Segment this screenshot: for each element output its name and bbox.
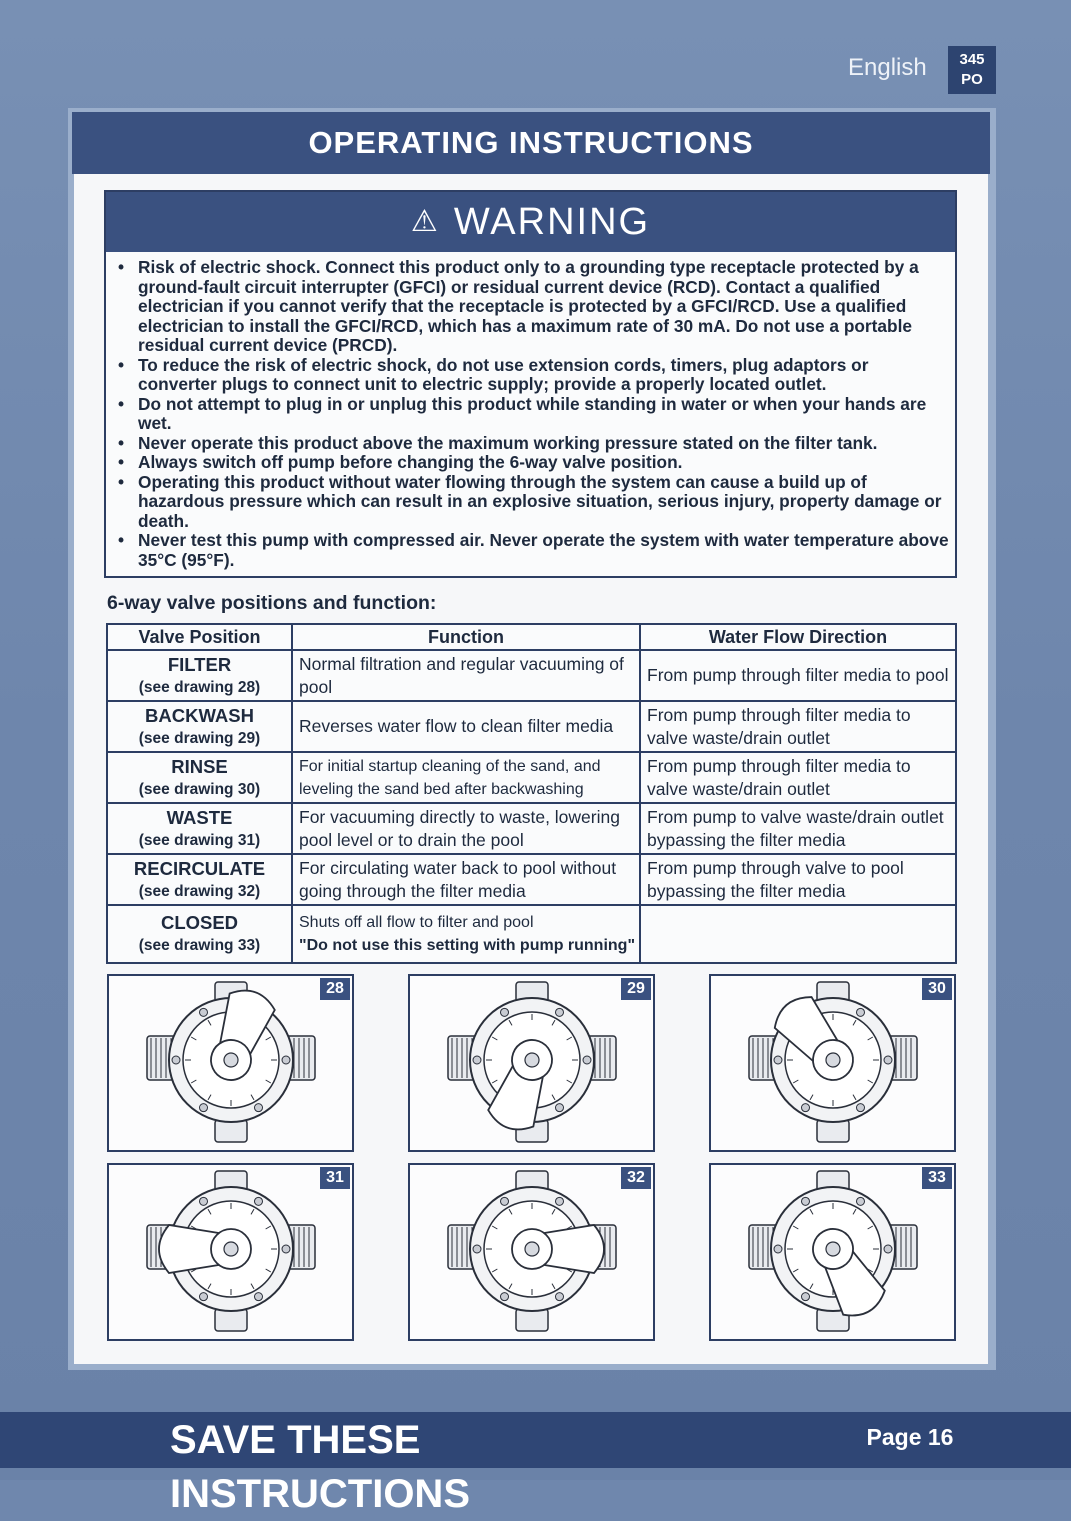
- function-line: Shuts off all flow to filter and pool: [299, 914, 534, 931]
- function-cell: Normal filtration and regular vacuuming of pool: [292, 650, 640, 701]
- port-bottom: [215, 1309, 247, 1331]
- valve-handle: [159, 1225, 251, 1273]
- header-valve-position: Valve Position: [107, 624, 292, 650]
- valve-illustration: [410, 1165, 653, 1339]
- handle-cap: [224, 1242, 238, 1256]
- valve-illustration: [109, 976, 352, 1150]
- valve-bolt: [200, 1008, 208, 1016]
- language-label: English: [848, 54, 927, 81]
- warning-item: • Do not attempt to plug in or unplug this product while standing in water or when your hands are wet.: [118, 395, 949, 434]
- code-bottom: PO: [961, 71, 983, 88]
- valve-drawing: [709, 1163, 956, 1341]
- valve-bolt: [172, 1056, 180, 1064]
- function-cell: Reverses water flow to clean filter media: [292, 701, 640, 752]
- port-bottom: [215, 1120, 247, 1142]
- position-name: WASTE: [166, 806, 233, 828]
- position-cell: [107, 905, 292, 963]
- valve-bolt: [501, 1008, 509, 1016]
- page-number: Page 16: [866, 1424, 954, 1450]
- handle-cap: [525, 1242, 539, 1256]
- valve-illustration: [711, 1165, 954, 1339]
- valve-bolt: [255, 1104, 263, 1112]
- position-name: RINSE: [171, 755, 228, 777]
- drawing-ref: (see drawing 29): [138, 729, 261, 747]
- valve-bolt: [556, 1104, 564, 1112]
- valve-section-heading: 6-way valve positions and function:: [107, 592, 437, 614]
- valve-drawing: [107, 1163, 354, 1341]
- drawing-number: 31: [320, 1167, 350, 1189]
- page-title: OPERATING INSTRUCTIONS: [72, 112, 990, 174]
- drawing-ref: (see drawing 30): [138, 780, 261, 798]
- valve-bolt: [556, 1008, 564, 1016]
- table-row: [107, 701, 956, 752]
- valve-bolt: [501, 1293, 509, 1301]
- warning-item: • Always switch off pump before changing the 6-way valve position.: [118, 453, 949, 473]
- drawing-number: 29: [621, 978, 651, 1000]
- drawing-number: 33: [922, 1167, 952, 1189]
- function-cell: For circulating water back to pool without going through the filter media: [292, 854, 640, 905]
- valve-illustration: [410, 976, 653, 1150]
- drawing-number: 28: [320, 978, 350, 1000]
- warning-item: • Never test this pump with compressed air. Never operate the system with water temperature above 35°C (95°F).: [118, 531, 949, 570]
- valve-bolt: [200, 1197, 208, 1205]
- position-cell: [107, 752, 292, 803]
- valve-bolt: [282, 1245, 290, 1253]
- table-row: [107, 803, 956, 854]
- position-name: FILTER: [167, 653, 232, 675]
- table-row: [107, 752, 956, 803]
- valve-bolt: [774, 1245, 782, 1253]
- flow-cell: From pump to valve waste/drain outlet bypassing the filter media: [640, 803, 956, 854]
- valve-bolt: [884, 1056, 892, 1064]
- table-row: [107, 905, 956, 963]
- position-cell: [107, 650, 292, 701]
- valve-bolt: [473, 1245, 481, 1253]
- flow-cell: [640, 905, 956, 963]
- warning-triangle-icon: ⚠: [410, 205, 440, 238]
- valve-handle: [512, 1225, 604, 1273]
- valve-bolt: [200, 1293, 208, 1301]
- warning-item: • To reduce the risk of electric shock, do not use extension cords, timers, plug adaptors or converter plugs to connect unit to electric supply; provide a properly located outlet.: [118, 356, 949, 395]
- position-name: BACKWASH: [145, 704, 254, 726]
- valve-bolt: [802, 1197, 810, 1205]
- header-water-flow: Water Flow Direction: [640, 624, 956, 650]
- port-bottom: [516, 1309, 548, 1331]
- valve-drawing: [408, 1163, 655, 1341]
- code-top: 345: [959, 51, 985, 68]
- valve-bolt: [857, 1104, 865, 1112]
- drawing-ref: (see drawing 32): [138, 882, 261, 900]
- valve-bolt: [282, 1056, 290, 1064]
- valve-bolt: [556, 1197, 564, 1205]
- valve-drawing: [107, 974, 354, 1152]
- position-cell: [107, 803, 292, 854]
- warning-list: [106, 252, 955, 570]
- warning-item: • Operating this product without water flowing through the system can cause a build up of hazardous pressure which can result in an explosive situation, serious injury, property damage or death.: [118, 473, 949, 532]
- valve-bolt: [857, 1197, 865, 1205]
- valve-table: [106, 623, 957, 964]
- function-note: "Do not use this setting with pump running": [299, 937, 636, 954]
- function-cell: For initial startup cleaning of the sand, and leveling the sand bed after backwashing: [292, 752, 640, 803]
- table-row: [107, 854, 956, 905]
- valve-bolt: [857, 1008, 865, 1016]
- position-name: RECIRCULATE: [133, 857, 266, 879]
- drawing-number: 32: [621, 1167, 651, 1189]
- valve-bolt: [255, 1293, 263, 1301]
- position-cell: [107, 701, 292, 752]
- valve-bolt: [583, 1056, 591, 1064]
- position-name: CLOSED: [160, 912, 239, 933]
- drawing-ref: (see drawing 33): [138, 937, 261, 954]
- warning-box: [104, 190, 957, 578]
- table-row: [107, 650, 956, 701]
- valve-bolt: [802, 1293, 810, 1301]
- drawing-ref: (see drawing 28): [138, 678, 261, 696]
- flow-cell: From pump through valve to pool bypassing the filter media: [640, 854, 956, 905]
- valve-illustration: [109, 1165, 352, 1339]
- valve-bolt: [556, 1293, 564, 1301]
- valve-bolt: [501, 1197, 509, 1205]
- flow-cell: From pump through filter media to valve waste/drain outlet: [640, 701, 956, 752]
- valve-bolt: [473, 1056, 481, 1064]
- flow-cell: From pump through filter media to pool: [640, 650, 956, 701]
- valve-bolt: [884, 1245, 892, 1253]
- valve-drawing: [709, 974, 956, 1152]
- valve-illustration: [711, 976, 954, 1150]
- function-cell: [292, 905, 640, 963]
- valve-bolt: [774, 1056, 782, 1064]
- document-code-badge: [948, 46, 996, 94]
- position-cell: [107, 854, 292, 905]
- header-function: Function: [292, 624, 640, 650]
- flow-cell: From pump through filter media to valve waste/drain outlet: [640, 752, 956, 803]
- valve-bolt: [802, 1104, 810, 1112]
- valve-bolt: [200, 1104, 208, 1112]
- table-header-row: [107, 624, 956, 650]
- footer-title: SAVE THESE INSTRUCTIONS: [170, 1418, 470, 1516]
- warning-heading: WARNING: [453, 201, 651, 243]
- warning-item: • Risk of electric shock. Connect this product only to a grounding type receptacle protected by a ground-fault circuit interrupter (GFCI) or residual current device (RCD). Contact a qualified electrician if you cannot verify that the receptacle is protected by a GFCI/RCD. Use a qualified electrician to install the GFCI/RCD, which has a maximum rate of 30 mA. Do not use a portable residual current device (PRCD).: [118, 258, 949, 356]
- port-bottom: [817, 1120, 849, 1142]
- valve-bolt: [255, 1197, 263, 1205]
- warning-item: • Never operate this product above the maximum working pressure stated on the filter tank.: [118, 434, 949, 454]
- valve-drawing: [408, 974, 655, 1152]
- drawing-number: 30: [922, 978, 952, 1000]
- function-cell: For vacuuming directly to waste, lowering pool level or to drain the pool: [292, 803, 640, 854]
- warning-header: [106, 192, 955, 252]
- drawing-ref: (see drawing 31): [138, 831, 261, 849]
